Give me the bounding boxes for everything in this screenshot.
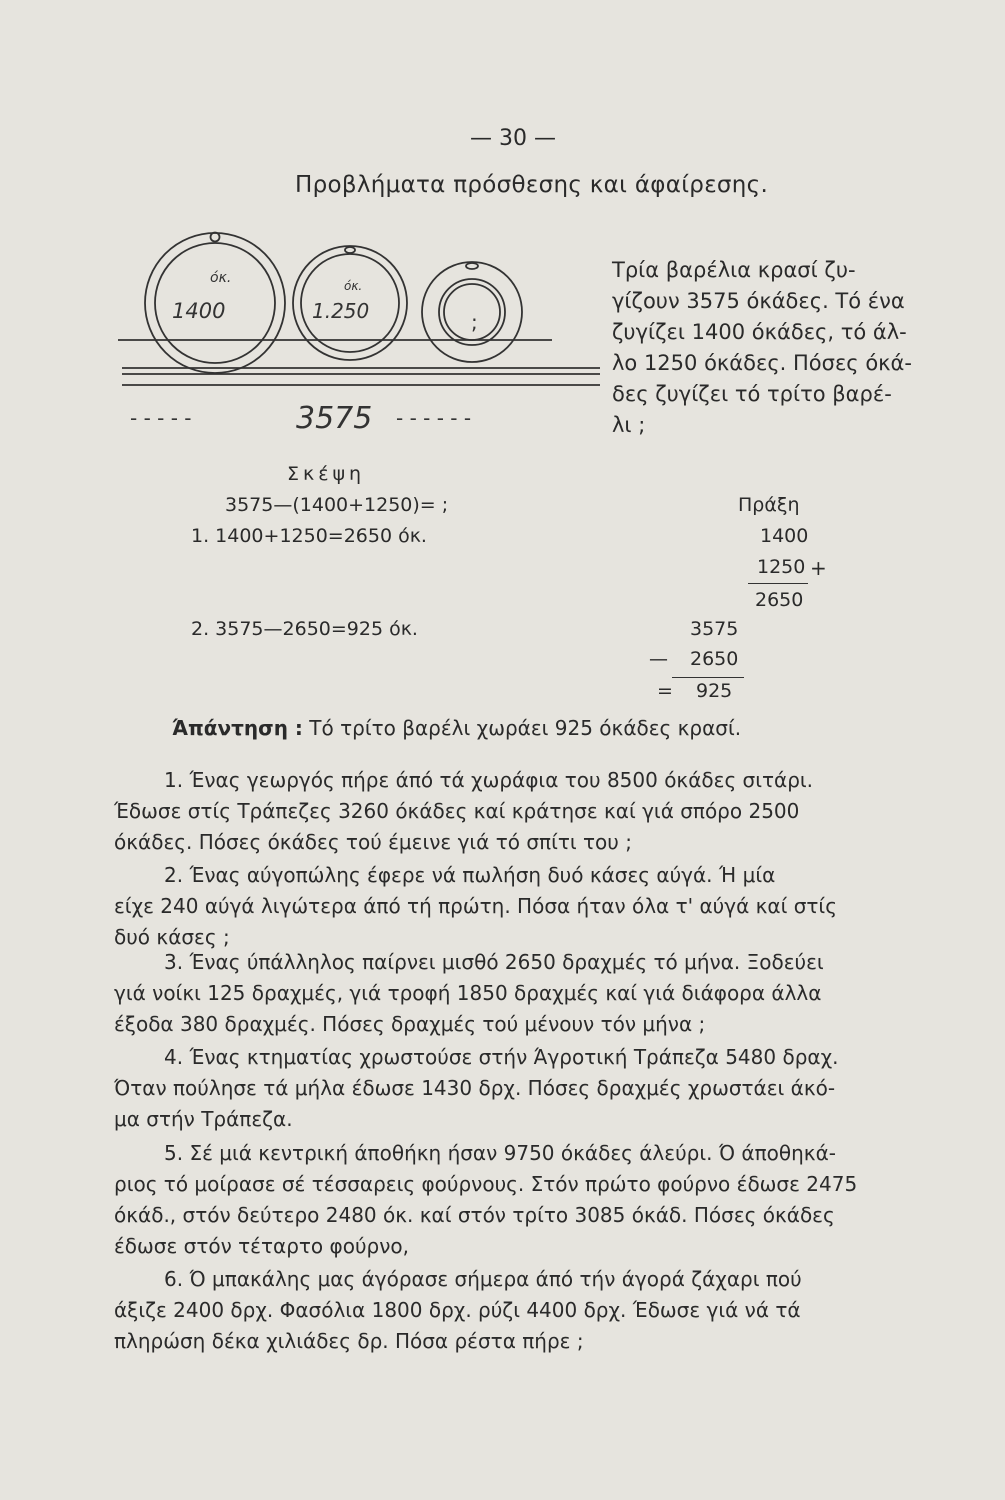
problem-line: Όταν πούλησε τά μήλα έδωσε 1430 δρχ. Πόσες δραχμές χρωστάει άκό- [114,1076,836,1100]
intro-line: δες ζυγίζει τό τρίτο βαρέ- [612,382,892,406]
barrels-illustration [100,228,610,443]
answer-text: Τό τρίτο βαρέλι χωράει 925 όκάδες κρασί. [309,716,742,740]
problem-line: 1. Ένας γεωργός πήρε άπό τά χωράφια του 8500 όκάδες σιτάρι. [164,768,814,792]
problem-2 [114,860,930,953]
intro-line: λο 1250 όκάδες. Πόσες όκά- [612,351,912,375]
barrel-2-bung [345,247,355,253]
problem-line: 5. Σέ μιά κεντρική άποθήκη ήσαν 9750 όκάδες άλεύρι. Ό άποθηκά- [164,1141,836,1165]
problem-line: όκάδ., στόν δεύτερο 2480 όκ. καί στόν τρίτο 3085 όκάδ. Πόσες όκάδες [114,1203,835,1227]
thought-step-2: 2. 3575—2650=925 όκ. [191,618,418,640]
operation-eq-sign: = [657,680,673,702]
operation-sub-result: 925 [696,680,733,702]
problem-line: άξιζε 2400 δρχ. Φασόλια 1800 δρχ. ρύζι 4400 δρχ. Έδωσε γιά νά τά [114,1298,801,1322]
thought-heading: Σκέψη [287,463,366,485]
problem-line: 4. Ένας κτηματίας χρωστούσε στήν Άγροτική Τράπεζα 5480 δραχ. [164,1045,839,1069]
problem-line: ριος τό μοίρασε σέ τέσσαρεις φούρνους. Στόν πρώτο φούρνο έδωσε 2475 [114,1172,858,1196]
subtraction-rule [672,677,744,678]
intro-line: Τρία βαρέλια κρασί ζυ- [612,258,856,282]
problem-line: γιά νοίκι 125 δραχμές, γιά τροφή 1850 δραχμές καί γιά διάφορα άλλα [114,981,822,1005]
addition-rule [748,583,808,584]
problem-4 [114,1042,930,1135]
thought-step-1: 1. 1400+1250=2650 όκ. [191,525,427,547]
operation-add-b: 1250 [757,556,806,578]
intro-line: γίζουν 3575 όκάδες. Τό ένα [612,289,905,313]
operation-add-sign: + [810,556,827,580]
barrel-2-value: 1.250 [312,299,370,323]
problem-line: έδωσε στόν τέταρτο φούρνο, [114,1234,409,1258]
total-left-dashes: - - - - - [130,406,192,430]
problem-line: Έδωσε στίς Τράπεζες 3260 όκάδες καί κράτησε καί γιά σπόρο 2500 [114,799,800,823]
operation-add-a: 1400 [760,525,809,547]
total-right-dashes: - - - - - - [396,406,472,430]
barrel-1-unit: όκ. [210,270,232,286]
page-title: Προβλήματα πρόσθεσης και άφαίρεσης. [295,172,769,198]
problem-5 [114,1138,930,1262]
problem-line: είχε 240 αύγά λιγώτερα άπό τή πρώτη. Πόσα ήταν όλα τ' αύγά καί στίς [114,894,837,918]
barrel-2-unit: όκ. [344,279,363,293]
problem-line: όκάδες. Πόσες όκάδες τού έμεινε γιά τό σπίτι του ; [114,830,632,854]
problem-line: πληρώση δέκα χιλιάδες δρ. Πόσα ρέστα πήρε ; [114,1329,584,1353]
problem-line: 3. Ένας ύπάλληλος παίρνει μισθό 2650 δραχμές τό μήνα. Ξοδεύει [164,950,824,974]
operation-heading: Πράξη [738,494,800,516]
problem-6 [114,1264,930,1357]
barrel-3-bung [466,263,478,269]
page-number: — 30 — [470,126,556,151]
answer-line [172,716,741,740]
intro-line: λι ; [612,413,646,437]
problem-line: μα στήν Τράπεζα. [114,1107,293,1131]
problem-statement [612,255,942,441]
intro-line: ζυγίζει 1400 όκάδες, τό άλ- [612,320,907,344]
problem-line: δυό κάσες ; [114,925,230,949]
problem-line: έξοδα 380 δραχμές. Πόσες δραχμές τού μένουν τόν μήνα ; [114,1012,706,1036]
operation-add-result: 2650 [755,589,804,611]
barrel-3-value: ; [471,310,478,334]
answer-label: Άπάντηση : [172,716,303,740]
problem-1 [114,765,930,858]
operation-sub-a: 3575 [690,618,739,640]
operation-sub-b: 2650 [690,648,739,670]
thought-formula: 3575—(1400+1250)= ; [225,494,449,516]
barrel-1-value: 1400 [172,299,226,323]
problem-3 [114,947,930,1040]
operation-sub-sign: — [649,648,668,670]
total-value: 3575 [296,401,373,436]
problem-line: 2. Ένας αύγοπώλης έφερε νά πωλήση δυό κάσες αύγά. Ή μία [164,863,776,887]
problem-line: 6. Ό μπακάλης μας άγόρασε σήμερα άπό τήν άγορά ζάχαρι πού [164,1267,802,1291]
